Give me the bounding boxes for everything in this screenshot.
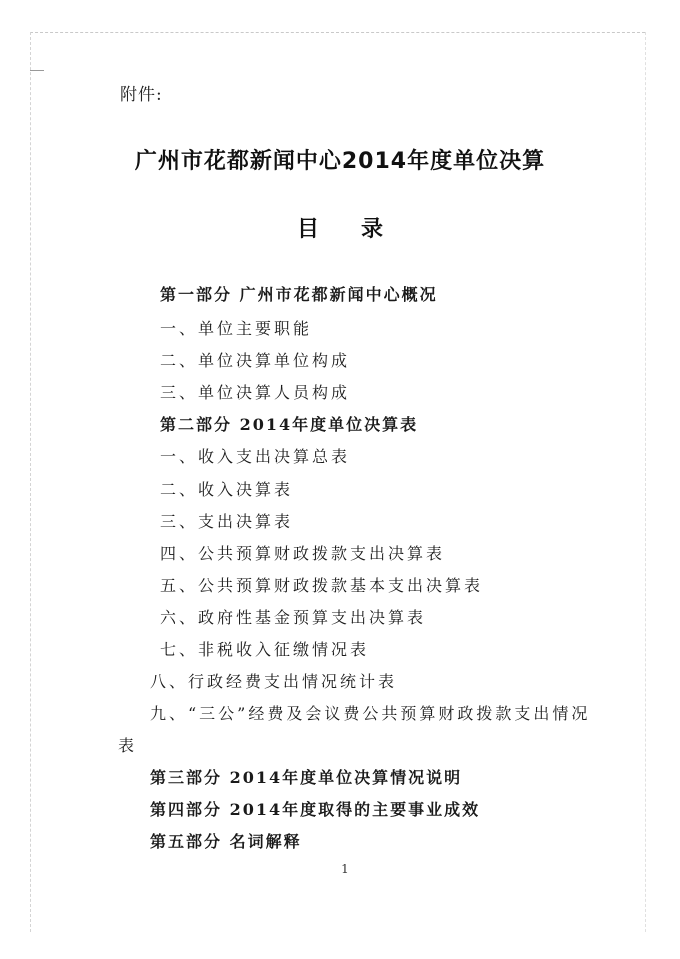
toc-part-3: 第三部分 2014年度单位决算情况说明 bbox=[150, 768, 463, 787]
corner-mark bbox=[30, 70, 44, 71]
page-number: 1 bbox=[341, 862, 349, 876]
toc-item: 八、行政经费支出情况统计表 bbox=[150, 672, 398, 691]
toc-item: 五、公共预算财政拨款基本支出决算表 bbox=[160, 576, 484, 595]
document-title: 广州市花都新闻中心2014年度单位决算 bbox=[134, 149, 546, 174]
toc-item: 七、非税收入征缴情况表 bbox=[160, 640, 370, 659]
toc-item: 六、政府性基金预算支出决算表 bbox=[160, 608, 427, 627]
toc-part-4: 第四部分 2014年度取得的主要事业成效 bbox=[150, 800, 481, 819]
toc-item: 二、单位决算单位构成 bbox=[160, 351, 351, 370]
toc-item: 四、公共预算财政拨款支出决算表 bbox=[160, 544, 446, 563]
toc-item: 二、收入决算表 bbox=[160, 480, 294, 499]
toc-item: 一、收入支出决算总表 bbox=[160, 447, 351, 466]
toc-part-1: 第一部分 广州市花都新闻中心概况 bbox=[160, 285, 438, 304]
toc-item: 九、“三公”经费及会议费公共预算财政拨款支出情况 bbox=[150, 704, 591, 723]
toc-part-5: 第五部分 名词解释 bbox=[150, 832, 302, 851]
toc-part-2: 第二部分 2014年度单位决算表 bbox=[160, 415, 419, 434]
toc-item: 一、单位主要职能 bbox=[160, 319, 313, 338]
toc-item: 三、支出决算表 bbox=[160, 512, 294, 531]
toc-item-continuation: 表 bbox=[118, 736, 138, 755]
toc-heading: 目录 bbox=[296, 217, 425, 242]
toc-item: 三、单位决算人员构成 bbox=[160, 383, 351, 402]
scan-border-top bbox=[30, 32, 645, 33]
attachment-label: 附件: bbox=[120, 85, 163, 105]
